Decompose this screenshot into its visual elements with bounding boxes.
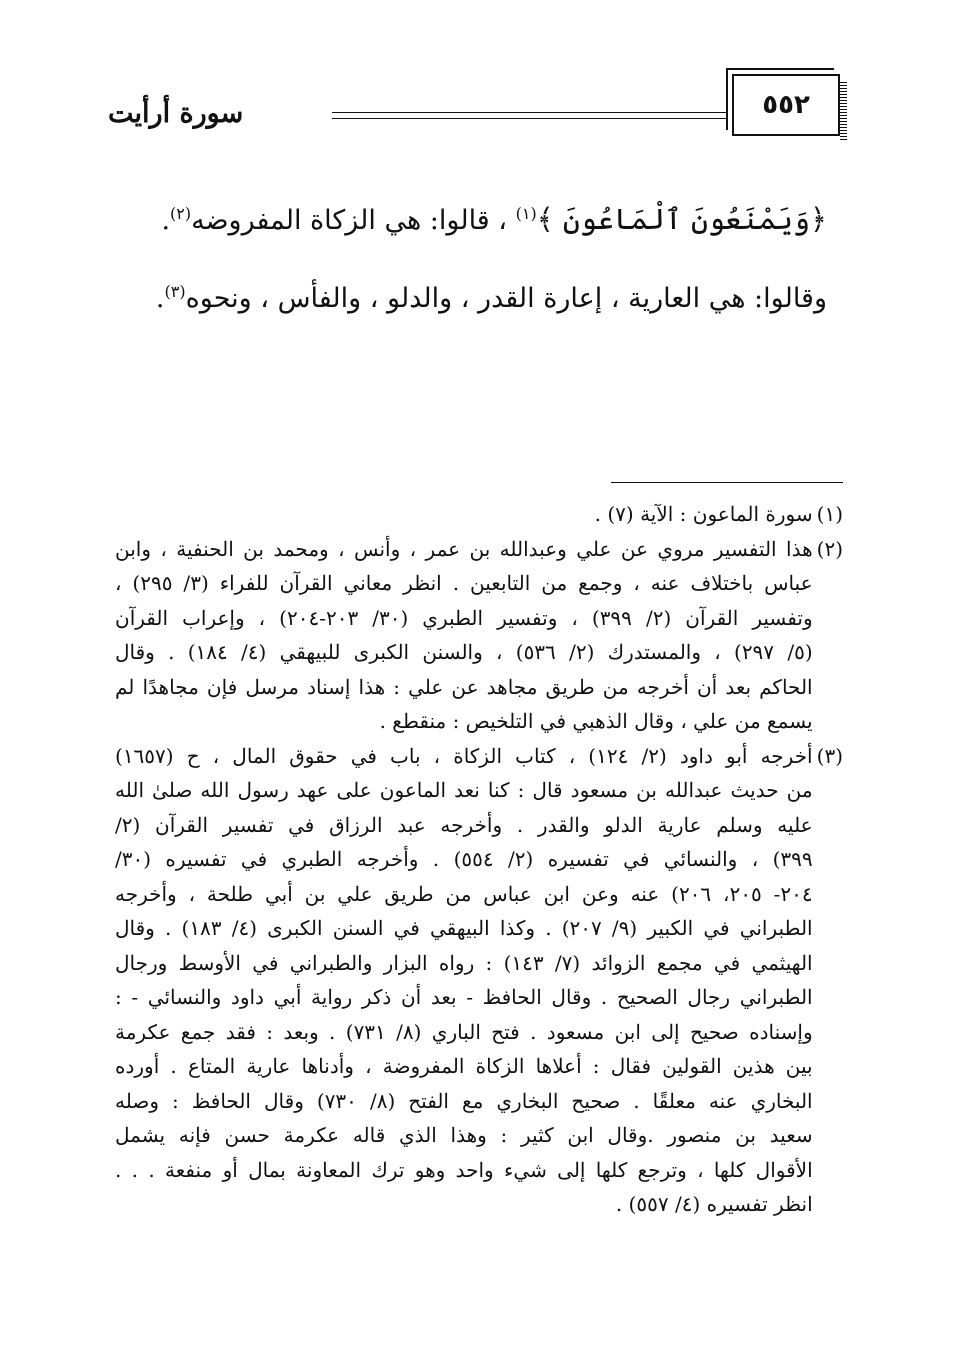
footnote-line: بين هذين القولين فقال : أعلاها الزكاة المفروضة ، وأدناها عارية المتاع . أورده [115,1054,813,1078]
footnote-line: هذا التفسير مروي عن علي وعبدالله بن عمر ، وأنس ، ومحمد بن الحنفية ، وابن [115,536,813,561]
footnote-ref-3: (٣) [164,282,186,301]
page-header [100,74,840,144]
main-line-1-end: . [161,205,171,236]
footnote [115,497,843,532]
footnote-line: وإسناده صحيح إلى ابن مسعود . فتح الباري (٨/ ٧٣١) . وبعد : فقد جمع عكرمة [115,1019,813,1044]
footnote-line: البخاري عنه معلقًا . صحيح البخاري مع الفتح (٨/ ٧٣٠) وقال الحافظ : وصله [115,1088,813,1113]
footnote-number: (٣) [816,743,843,768]
footnote-separator [611,482,843,483]
main-line-1 [127,180,827,260]
footnote-body [115,739,813,1222]
footnote-line: وتفسير القرآن (٢/ ٣٩٩) ، وتفسير الطبري (٣٠/ ٢٠٣-٢٠٤) ، وإعراب القرآن [115,605,813,630]
footnote-line: سعيد بن منصور .وقال ابن كثير : وهذا الذي قاله عكرمة حسن فإنه يشمل [115,1123,813,1147]
footnotes [115,497,843,1222]
footnote-line: عليه وسلم عارية الدلو والقدر . وأخرجه عبد الرزاق في تفسير القرآن (٢/ [115,812,813,837]
footnote [115,739,843,1222]
main-line-2-text: وقالوا: هي العارية ، إعارة القدر ، والدلو ، والفأس ، ونحوه [185,283,827,314]
main-line-2-end: . [155,283,165,314]
footnote-line: الطبراني رجال الصحيح . وقال الحافظ - بعد أن ذكر رواية أبي داود والنسائي - : [115,985,813,1009]
footnote-line: أخرجه أبو داود (٢/ ١٢٤) ، كتاب الزكاة ، باب في حقوق المال ، ح (١٦٥٧) [115,743,813,768]
main-text [127,180,827,338]
footnote-line: يسمع من علي ، وقال الذهبي في التلخيص : منقطع . [379,709,813,733]
footnote-line: الطبراني في الكبير (٩/ ٢٠٧) . وكذا البيهقي في السنن الكبرى (٤/ ١٨٣) . وقال [115,916,813,940]
main-line-2 [127,260,827,338]
footnote-line: عباس باختلاف عنه ، وجمع من التابعين . انظر معاني القرآن للفراء (٣/ ٢٩٥) ، [115,571,813,595]
footnote-line: ٢٠٤- ٢٠٥، ٢٠٦) عنه وعن ابن عباس من طريق علي بن أبي طلحة ، وأخرجه [115,881,813,906]
header-rule [332,112,726,119]
footnote-line: ٣٩٩) ، والنسائي في تفسيره (٢/ ٥٥٤) . وأخرجه الطبري في تفسيره (٣٠/ [115,847,813,871]
footnote-line: الأقوال كلها ، وترجع كلها إلى شيء واحد وهو ترك المعاونة بمال أو منفعة . . . [115,1157,813,1182]
footnote-line: الهيثمي في مجمع الزوائد (٧/ ١٤٣) : رواه البزار والطبراني في الأوسط ورجال [115,950,813,975]
footnote-number: (٢) [816,536,843,561]
page-number: ٥٥٢ [732,74,840,136]
footnote-ref-1: (١) [515,204,537,223]
quran-verse: ﴿وَيَمْنَعُونَ ٱلْمَاعُونَ ﴾ [536,202,827,236]
footnote-line: سورة الماعون : الآية (٧) . [594,502,813,526]
footnote-number: (١) [816,502,843,526]
footnote-body [115,497,813,532]
footnote [115,532,843,739]
footnote-ref-2: (٢) [170,204,192,223]
surah-title: سورة أرأيت [108,98,244,129]
main-line-1-text: ، قالوا: هي الزكاة المفروضه [191,205,516,236]
footnote-line: انظر تفسيره (٤/ ٥٥٧) . [615,1192,813,1216]
footnote-line: الحاكم بعد أن أخرجه من طريق مجاهد عن علي : هذا إسناد مرسل فإن مجاهدًا لم [115,674,813,699]
footnote-body [115,532,813,739]
footnote-line: من حديث عبدالله بن مسعود قال : كنا نعد الماعون على عهد رسول الله صلىٰ الله [115,778,813,802]
footnote-line: (٥/ ٢٩٧) ، والمستدرك (٢/ ٥٣٦) ، والسنن الكبرى للبيهقي (٤/ ١٨٤) . وقال [115,640,813,664]
